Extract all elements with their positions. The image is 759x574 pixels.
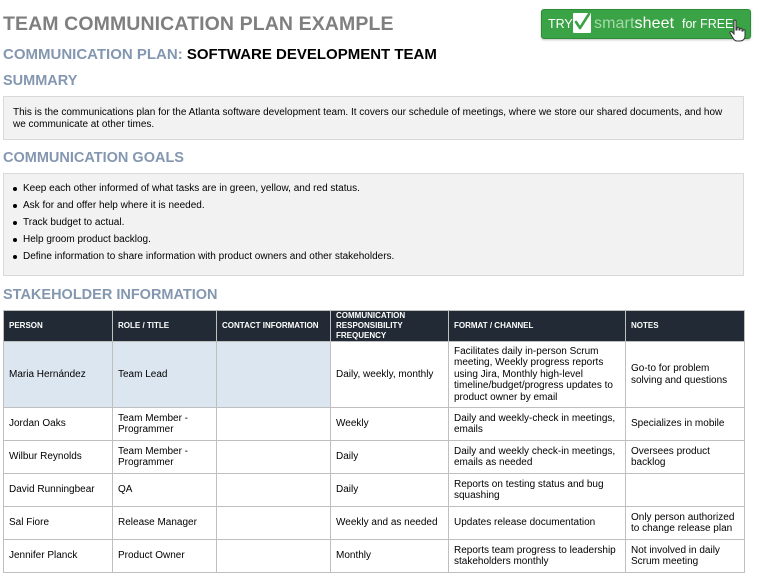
cell-notes: Go-to for problem solving and questions — [626, 342, 745, 408]
page-title: TEAM COMMUNICATION PLAN EXAMPLE — [3, 13, 394, 35]
col-header-frequency: COMMUNICATION RESPONSIBILITY FREQUENCY — [331, 311, 449, 342]
smartsheet-logo: smartsheet — [594, 15, 675, 32]
cell-frequency: Weekly and as needed — [331, 507, 449, 540]
cell-format: Daily and weekly-check in meetings, emails — [449, 408, 626, 441]
cell-role: Product Owner — [113, 540, 217, 573]
cell-frequency: Weekly — [331, 408, 449, 441]
col-header-format: FORMAT / CHANNEL — [449, 311, 626, 342]
cell-person: Sal Fiore — [4, 507, 113, 540]
table-row — [4, 540, 745, 573]
cell-frequency: Daily, weekly, monthly — [331, 342, 449, 408]
table-row — [4, 408, 745, 441]
cell-format: Updates release documentation — [449, 507, 626, 540]
table-row — [4, 507, 745, 540]
table-row — [4, 342, 745, 408]
cell-frequency: Monthly — [331, 540, 449, 573]
goal-item: Ask for and offer help where it is needed. — [12, 200, 743, 217]
smartsheet-checkmark-icon — [573, 13, 591, 33]
cell-format: Daily and weekly check-in meetings, emails as needed — [449, 441, 626, 474]
cell-person: David Runningbear — [4, 474, 113, 507]
col-header-contact: CONTACT INFORMATION — [217, 311, 331, 342]
table-row — [4, 474, 745, 507]
cell-notes: Only person authorized to change release plan — [626, 507, 745, 540]
cell-contact — [217, 474, 331, 507]
cell-person: Jordan Oaks — [4, 408, 113, 441]
cell-contact — [217, 540, 331, 573]
cell-frequency: Daily — [331, 474, 449, 507]
cell-contact — [217, 507, 331, 540]
col-header-person: PERSON — [4, 311, 113, 342]
cell-role: Team Member - Programmer — [113, 408, 217, 441]
cell-frequency: Daily — [331, 441, 449, 474]
cell-contact — [217, 408, 331, 441]
hand-cursor-icon — [728, 19, 748, 48]
cell-notes: Specializes in mobile — [626, 408, 745, 441]
summary-box — [3, 96, 744, 140]
stakeholder-table — [3, 310, 745, 573]
cell-notes: Oversees product backlog — [626, 441, 745, 474]
cell-person: Jennifer Planck — [4, 540, 113, 573]
cell-contact — [217, 441, 331, 474]
stakeholder-heading: STAKEHOLDER INFORMATION — [3, 287, 218, 303]
try-smartsheet-button[interactable] — [541, 9, 751, 39]
summary-text: This is the communications plan for the Atlanta software development team. It covers our schedule of meetings, where we store our shared documents, and how we communicate at other times. — [13, 107, 723, 130]
goals-heading: COMMUNICATION GOALS — [3, 150, 184, 166]
cell-person: Maria Hernández — [4, 342, 113, 408]
col-header-role: ROLE / TITLE — [113, 311, 217, 342]
goal-item: Track budget to actual. — [12, 217, 743, 234]
goals-list — [12, 183, 743, 268]
cell-format: Facilitates daily in-person Scrum meeting, Weekly progress reports using Jira, Monthly high-level timeline/budget/progress updates to product owner by email — [449, 342, 626, 408]
col-header-notes: NOTES — [626, 311, 745, 342]
cell-role: Team Lead — [113, 342, 217, 408]
table-row — [4, 441, 745, 474]
cell-format: Reports team progress to leadership stakeholders monthly — [449, 540, 626, 573]
goal-item: Keep each other informed of what tasks are in green, yellow, and red status. — [12, 183, 743, 200]
cell-role: QA — [113, 474, 217, 507]
cell-role: Release Manager — [113, 507, 217, 540]
plan-value: SOFTWARE DEVELOPMENT TEAM — [186, 46, 437, 63]
cell-contact — [217, 342, 331, 408]
table-header-row — [4, 311, 745, 342]
cell-notes — [626, 474, 745, 507]
cta-try-label: TRY — [548, 17, 573, 31]
cta-for-free-label: for FREE — [682, 17, 734, 31]
goals-box — [3, 173, 744, 276]
goal-item: Define information to share information with product owners and other stakeholders. — [12, 251, 743, 268]
plan-label: COMMUNICATION PLAN: — [3, 46, 183, 63]
plan-subtitle — [3, 46, 437, 63]
summary-heading: SUMMARY — [3, 73, 78, 89]
cell-notes: Not involved in daily Scrum meeting — [626, 540, 745, 573]
cell-role: Team Member - Programmer — [113, 441, 217, 474]
goal-item: Help groom product backlog. — [12, 234, 743, 251]
cell-person: Wilbur Reynolds — [4, 441, 113, 474]
cell-format: Reports on testing status and bug squashing — [449, 474, 626, 507]
